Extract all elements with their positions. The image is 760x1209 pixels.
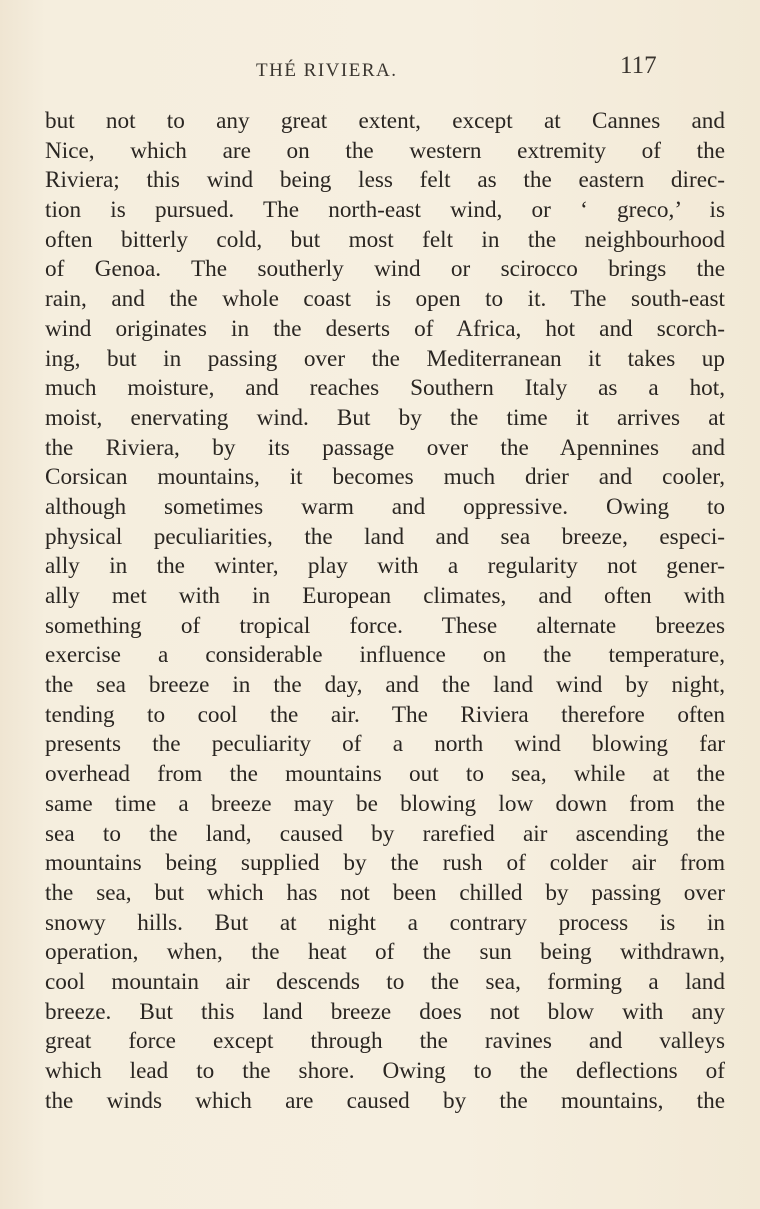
text-line: often bitterly cold, but most felt in the neighbourhood — [45, 226, 725, 253]
running-head: THÉ RIVIERA. — [256, 60, 398, 81]
page-number: 117 — [620, 52, 657, 79]
text-line: something of tropical force. These alternate breezes — [45, 612, 725, 639]
text-line: rain, and the whole coast is open to it. The south-east — [45, 286, 725, 313]
text-line: ally in the winter, play with a regularity not gener- — [45, 553, 725, 580]
text-line: presents the peculiarity of a north wind blowing far — [45, 731, 725, 758]
text-line: sea to the land, caused by rarefied air ascending the — [45, 820, 725, 847]
text-line: breeze. But this land breeze does not blow with any — [45, 998, 725, 1025]
text-line: the sea, but which has not been chilled by passing over — [45, 879, 725, 906]
text-line: the winds which are caused by the mountains, the — [45, 1087, 725, 1114]
text-line: ally met with in European climates, and often with — [45, 583, 725, 609]
text-line: snowy hills. But at night a contrary process is in — [45, 909, 725, 936]
text-line: same time a breeze may be blowing low down from the — [45, 790, 725, 817]
text-line: the Riviera, by its passage over the Apennines and — [45, 434, 725, 461]
text-line: the sea breeze in the day, and the land wind by night, — [45, 672, 725, 699]
text-line: although sometimes warm and oppressive. Owing to — [45, 493, 725, 520]
text-line: Nice, which are on the western extremity of the — [45, 137, 725, 164]
text-line: cool mountain air descends to the sea, forming a land — [45, 968, 725, 995]
text-line: of Genoa. The southerly wind or scirocco brings the — [45, 256, 725, 283]
body-text — [45, 107, 725, 1116]
text-line: operation, when, the heat of the sun being withdrawn, — [45, 939, 725, 966]
text-line: much moisture, and reaches Southern Italy as a hot, — [45, 375, 725, 402]
text-line: Riviera; this wind being less felt as the eastern direc- — [45, 167, 725, 194]
text-line: exercise a considerable influence on the temperature, — [45, 642, 725, 669]
text-line: great force except through the ravines and valleys — [45, 1028, 725, 1055]
text-line: overhead from the mountains out to sea, while at the — [45, 761, 725, 788]
text-line: ing, but in passing over the Mediterranean it takes up — [45, 345, 725, 372]
text-line: moist, enervating wind. But by the time it arrives at — [45, 404, 725, 431]
text-line: mountains being supplied by the rush of colder air from — [45, 850, 725, 877]
text-line: Corsican mountains, it becomes much drier and cooler, — [45, 464, 725, 491]
text-line: which lead to the shore. Owing to the deflections of — [45, 1058, 725, 1084]
text-line: physical peculiarities, the land and sea breeze, especi- — [45, 523, 725, 550]
text-line: but not to any great extent, except at Cannes and — [45, 108, 725, 134]
text-line: tion is pursued. The north-east wind, or ‘ greco,’ is — [45, 197, 725, 224]
text-line: wind originates in the deserts of Africa, hot and scorch- — [45, 315, 725, 342]
text-line: tending to cool the air. The Riviera therefore often — [45, 701, 725, 728]
